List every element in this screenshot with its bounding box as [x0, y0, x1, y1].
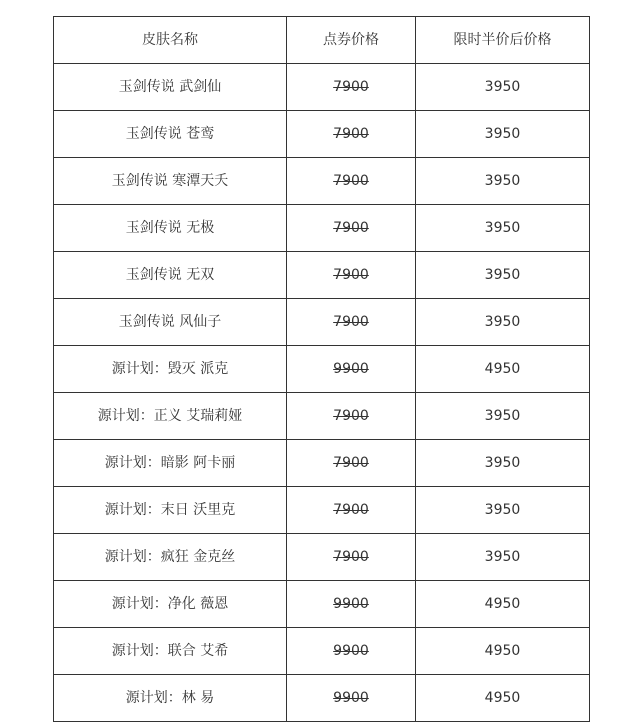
skin-name: 源计划：林 易: [54, 675, 287, 722]
skin-name: 玉剑传说 苍鸾: [54, 111, 287, 158]
table-row: [54, 252, 590, 299]
original-price-value: 7900: [333, 314, 369, 330]
table-row: [54, 346, 590, 393]
table-row: [54, 299, 590, 346]
table-row: [54, 675, 590, 722]
original-price-value: 7900: [333, 408, 369, 424]
table-row: [54, 487, 590, 534]
original-price-value: 7900: [333, 549, 369, 565]
original-price-value: 7900: [333, 173, 369, 189]
skin-name: 源计划：末日 沃里克: [54, 487, 287, 534]
sale-price: 4950: [416, 581, 590, 628]
skin-name: 玉剑传说 风仙子: [54, 299, 287, 346]
original-price: [287, 205, 416, 252]
header-half-price: 限时半价后价格: [416, 17, 590, 64]
skin-name: 源计划：疯狂 金克丝: [54, 534, 287, 581]
price-table-container: [53, 16, 589, 722]
sale-price: 3950: [416, 111, 590, 158]
skin-name: 源计划：毁灭 派克: [54, 346, 287, 393]
original-price-value: 7900: [333, 267, 369, 283]
table-header-row: [54, 17, 590, 64]
original-price-value: 9900: [333, 690, 369, 706]
original-price-value: 7900: [333, 502, 369, 518]
original-price: [287, 628, 416, 675]
table-row: [54, 158, 590, 205]
table-row: [54, 111, 590, 158]
original-price: [287, 252, 416, 299]
table-row: [54, 205, 590, 252]
skin-name: 玉剑传说 武剑仙: [54, 64, 287, 111]
header-skin-name: 皮肤名称: [54, 17, 287, 64]
original-price: [287, 299, 416, 346]
sale-price: 3950: [416, 440, 590, 487]
original-price: [287, 487, 416, 534]
skin-name: 源计划：暗影 阿卡丽: [54, 440, 287, 487]
original-price: [287, 440, 416, 487]
original-price: [287, 158, 416, 205]
sale-price: 3950: [416, 205, 590, 252]
original-price-value: 9900: [333, 596, 369, 612]
original-price: [287, 346, 416, 393]
skin-name: 源计划：联合 艾希: [54, 628, 287, 675]
original-price: [287, 64, 416, 111]
sale-price: 3950: [416, 393, 590, 440]
table-row: [54, 628, 590, 675]
original-price-value: 7900: [333, 79, 369, 95]
original-price: [287, 581, 416, 628]
skin-price-table: [53, 16, 590, 722]
sale-price: 4950: [416, 346, 590, 393]
original-price-value: 9900: [333, 643, 369, 659]
original-price: [287, 675, 416, 722]
original-price: [287, 534, 416, 581]
table-row: [54, 440, 590, 487]
original-price: [287, 393, 416, 440]
sale-price: 3950: [416, 158, 590, 205]
sale-price: 3950: [416, 252, 590, 299]
skin-name: 玉剑传说 寒潭天夭: [54, 158, 287, 205]
table-row: [54, 393, 590, 440]
original-price-value: 9900: [333, 361, 369, 377]
skin-name: 源计划：净化 薇恩: [54, 581, 287, 628]
header-coupon-price: 点券价格: [287, 17, 416, 64]
skin-name: 玉剑传说 无极: [54, 205, 287, 252]
skin-name: 源计划：正义 艾瑞莉娅: [54, 393, 287, 440]
original-price-value: 7900: [333, 455, 369, 471]
sale-price: 4950: [416, 675, 590, 722]
sale-price: 3950: [416, 487, 590, 534]
sale-price: 4950: [416, 628, 590, 675]
table-row: [54, 581, 590, 628]
sale-price: 3950: [416, 64, 590, 111]
table-row: [54, 64, 590, 111]
sale-price: 3950: [416, 534, 590, 581]
original-price-value: 7900: [333, 220, 369, 236]
original-price-value: 7900: [333, 126, 369, 142]
original-price: [287, 111, 416, 158]
skin-name: 玉剑传说 无双: [54, 252, 287, 299]
sale-price: 3950: [416, 299, 590, 346]
table-row: [54, 534, 590, 581]
